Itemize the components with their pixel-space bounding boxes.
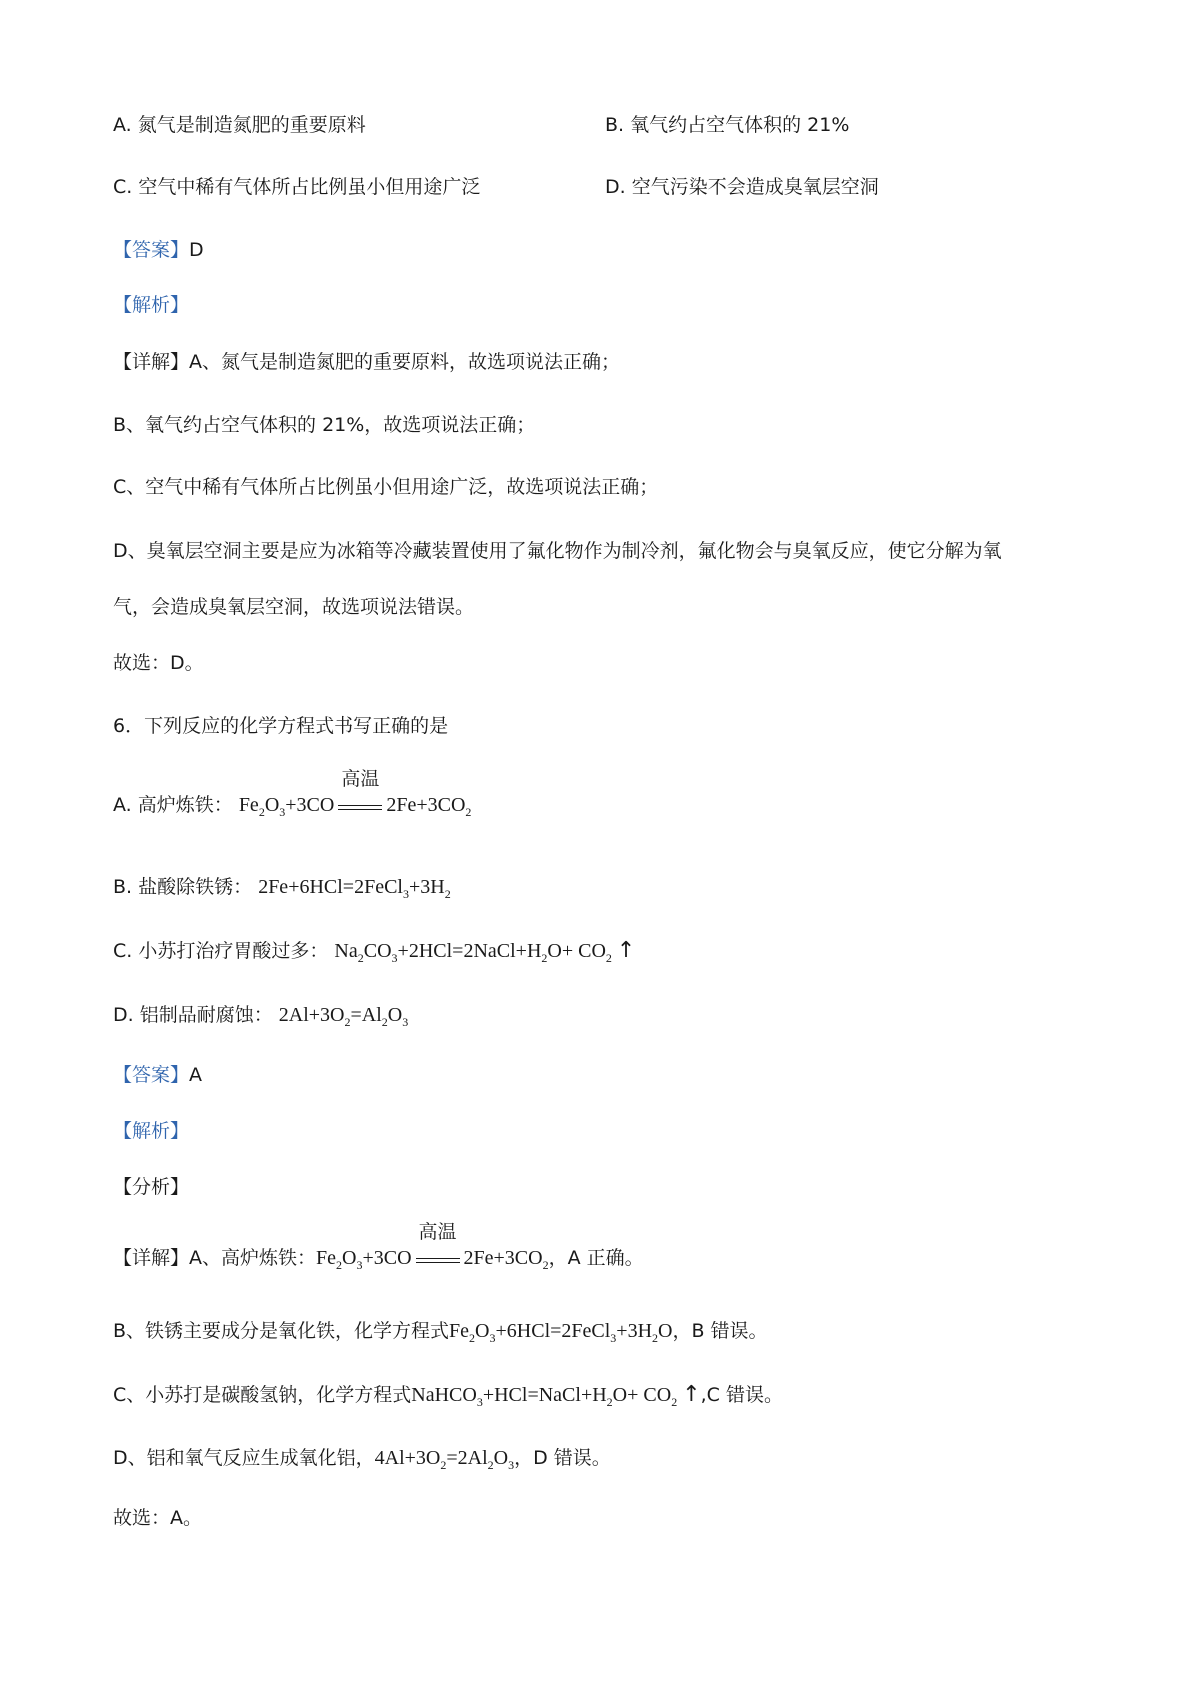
detail-tag: 【详解】	[113, 1247, 190, 1269]
equation: $2Al+3O_2=Al_2O_3$	[278, 1004, 409, 1029]
detail-suffix: ，A 正确。	[548, 1247, 644, 1269]
option-text: 高炉炼铁：	[137, 794, 233, 816]
option-label: B.	[113, 876, 133, 898]
reaction-condition	[336, 768, 384, 820]
condition-text: 高温	[418, 1221, 457, 1243]
detail-text: A、高炉炼铁：	[189, 1247, 317, 1269]
q5-detail-d-line1: D、臭氧层空洞主要是应为冰箱等冷藏装置使用了氟化物作为制冷剂，氟化物会与臭氧反应，使它分解为氧	[113, 540, 1002, 562]
equation: $Fe_2O_3+3CO$	[238, 794, 335, 819]
q6-detail-d	[113, 1443, 611, 1473]
q6-stem: 6．下列反应的化学方程式书写正确的是	[113, 715, 449, 737]
equation: $Fe_2O_3+6HCl=2FeCl_3+3H_2O$	[449, 1320, 673, 1345]
equation: $4Al+3O_2=2Al_2O_3$	[374, 1447, 515, 1472]
q5-answer	[113, 235, 204, 265]
option-text: 氮气是制造氮肥的重要原料	[137, 114, 366, 136]
q6-analysis-tag: 【解析】	[113, 1120, 190, 1142]
q5-option-d	[605, 172, 879, 202]
answer-value: D	[189, 239, 204, 261]
q6-choice: 故选：A。	[113, 1507, 202, 1529]
detail-suffix: ,C 错误。	[700, 1384, 783, 1406]
detail-text: C、小苏打是碳酸氢钠，化学方程式	[113, 1384, 412, 1406]
equation-products: $2Fe+3CO_2$	[386, 794, 472, 819]
q6-fenxi-tag: 【分析】	[113, 1176, 190, 1198]
double-line	[338, 805, 382, 810]
q5-option-a	[113, 110, 366, 140]
q5-analysis-tag: 【解析】	[113, 294, 190, 316]
equation: $2Fe+6HCl=2FeCl_3+3H_2$	[258, 876, 451, 901]
option-text: 盐酸除铁锈：	[138, 876, 253, 898]
q5-option-c	[113, 172, 480, 202]
detail-text: B、铁锈主要成分是氧化铁，化学方程式	[113, 1320, 450, 1342]
option-label: A.	[113, 114, 132, 136]
equation: $Na_2CO_3+2HCl=2NaCl+H_2O+ CO_2$ ↑	[334, 938, 636, 965]
reaction-condition	[414, 1221, 462, 1273]
option-label: D.	[113, 1004, 134, 1026]
answer-tag: 【答案】	[113, 239, 190, 261]
detail-tag: 【详解】	[113, 351, 190, 373]
q6-option-b	[113, 872, 451, 902]
answer-tag: 【答案】	[113, 1064, 190, 1086]
detail-text: A、氮气是制造氮肥的重要原料，故选项说法正确；	[189, 351, 621, 373]
option-label: A.	[113, 794, 132, 816]
gas-arrow-icon: ↑	[682, 1382, 701, 1407]
q6-detail-c	[113, 1380, 783, 1410]
option-label: D.	[605, 176, 626, 198]
q5-detail-c: C、空气中稀有气体所占比例虽小但用途广泛，故选项说法正确；	[113, 476, 659, 498]
option-label: C.	[113, 176, 133, 198]
detail-text: D、铝和氧气反应生成氧化铝，	[113, 1447, 375, 1469]
condition-text: 高温	[341, 768, 380, 790]
option-label: B.	[605, 114, 625, 136]
q5-choice: 故选：D。	[113, 652, 204, 674]
q6-option-a	[113, 768, 472, 820]
equation-products: $2Fe+3CO_2$	[463, 1247, 549, 1272]
answer-value: A	[189, 1064, 203, 1086]
q5-detail-d-line2: 气，会造成臭氧层空洞，故选项说法错误。	[113, 596, 475, 618]
option-text: 氧气约占空气体积的 21%	[630, 114, 850, 136]
gas-arrow-icon: ↑	[616, 938, 636, 963]
q6-detail-a	[113, 1221, 644, 1273]
q5-detail-b: B、氧气约占空气体积的 21%，故选项说法正确；	[113, 414, 536, 436]
q5-detail-a	[113, 347, 620, 377]
q5-option-b	[605, 110, 849, 140]
detail-suffix: ，B 错误。	[672, 1320, 768, 1342]
option-label: C.	[113, 940, 133, 962]
equation: $NaHCO_3+HCl=NaCl+H_2O+ CO_2$ ↑	[411, 1382, 701, 1409]
q6-option-d	[113, 1000, 408, 1030]
q6-answer	[113, 1060, 202, 1090]
option-text: 空气污染不会造成臭氧层空洞	[631, 176, 879, 198]
q6-option-c	[113, 936, 635, 966]
detail-suffix: ，D 错误。	[514, 1447, 611, 1469]
double-line	[416, 1258, 460, 1263]
option-text: 小苏打治疗胃酸过多：	[138, 940, 329, 962]
equation: $Fe_2O_3+3CO$	[316, 1247, 412, 1272]
option-text: 铝制品耐腐蚀：	[139, 1004, 273, 1026]
option-text: 空气中稀有气体所占比例虽小但用途广泛	[138, 176, 481, 198]
q6-detail-b	[113, 1316, 768, 1346]
